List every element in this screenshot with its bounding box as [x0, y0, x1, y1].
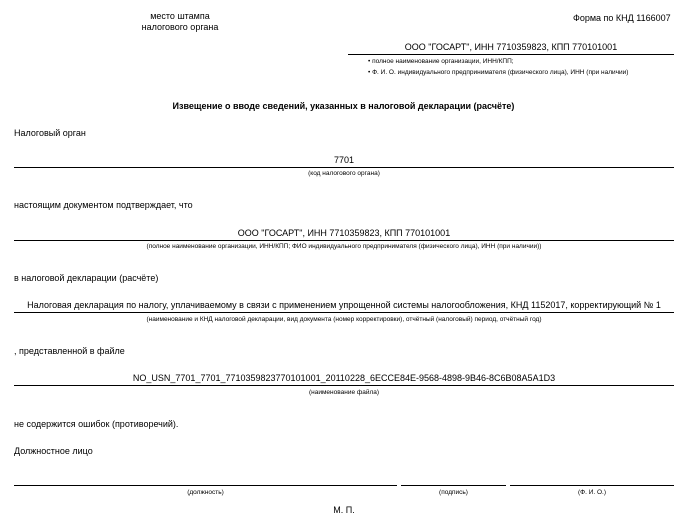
stamp-place: М. П.	[333, 505, 355, 515]
position-underline	[14, 485, 397, 486]
form-code: Форма по КНД 1166007	[573, 13, 671, 23]
declaration-name: Налоговая декларация по налогу, уплачиваемому в связи с применением упрощенной системы налогообложения, КНД 1152017, корректирующий № 1	[27, 300, 661, 310]
taxpayer-caption: (полное наименование организации, ИНН/КПП; ФИО индивидуального предпринимателя (физического лица), ИНН (при наличии))	[146, 243, 542, 250]
declaration-label: в налоговой декларации (расчёте)	[14, 273, 159, 283]
declaration-caption: (наименование и КНД налоговой декларации, вид документа (номер корректировки), отчётный (налоговый) период, отчётный год)	[146, 316, 542, 323]
position-caption: (должность)	[187, 489, 224, 496]
name-underline	[510, 485, 674, 486]
taxpayer-name: ООО "ГОСАРТ", ИНН 7710359823, КПП 770101001	[237, 228, 451, 238]
recipient-underline	[348, 54, 674, 55]
tax-authority-underline	[14, 167, 674, 168]
confirms-label: настоящим документом подтверждает, что	[14, 200, 193, 210]
document-title: Извещение о вводе сведений, указанных в налоговой декларации (расчёте)	[172, 101, 515, 111]
recipient-bullet-1: • полное наименование организации, ИНН/КПП;	[368, 58, 514, 65]
tax-authority-caption: (код налогового органа)	[308, 170, 380, 177]
declaration-underline	[14, 312, 674, 313]
file-caption: (наименование файла)	[308, 389, 380, 396]
bullet-icon: •	[368, 69, 371, 76]
tax-authority-code: 7701	[333, 155, 355, 165]
recipient-name: ООО "ГОСАРТ", ИНН 7710359823, КПП 770101001	[404, 42, 618, 52]
official-label: Должностное лицо	[14, 446, 93, 456]
name-caption: (Ф. И. О.)	[577, 489, 607, 496]
signature-underline	[401, 485, 506, 486]
stamp-place-label-1: место штампа	[150, 11, 210, 21]
tax-authority-label: Налоговый орган	[14, 128, 86, 138]
file-name: NO_USN_7701_7701_771035982377010100​1_20110228_6ECCE84E-9568-4898-9B46-8C6B08A5A1D3	[132, 373, 556, 383]
result-text: не содержится ошибок (противоречий).	[14, 419, 179, 429]
bullet-icon: •	[368, 58, 371, 65]
taxpayer-underline	[14, 240, 674, 241]
signature-caption: (подпись)	[439, 489, 468, 496]
file-underline	[14, 385, 674, 386]
file-label: , представленной в файле	[14, 346, 125, 356]
stamp-place-label-2: налогового органа	[141, 22, 219, 32]
recipient-bullet-2: • Ф. И. О. индивидуального предпринимателя (физического лица), ИНН (при наличии)	[368, 69, 629, 76]
